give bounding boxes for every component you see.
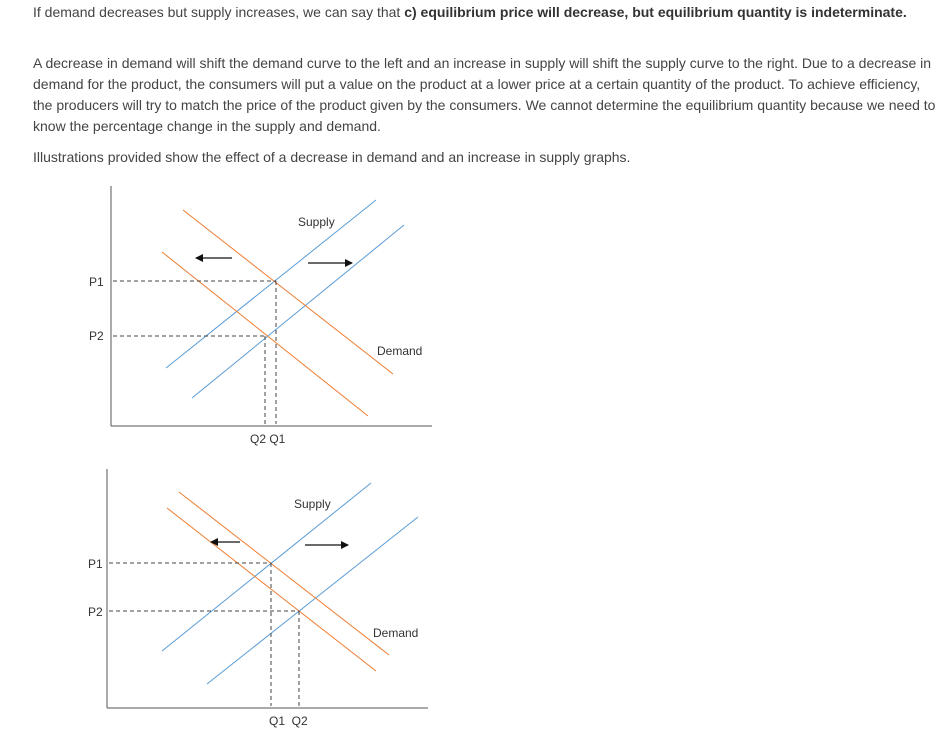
graph-1-supply-label: Supply	[298, 215, 335, 229]
graph-2-supply-original	[162, 483, 371, 651]
graph-1-demand-shifted	[162, 252, 368, 416]
graph-2-demand-shifted	[167, 508, 376, 671]
graph-2-p2-label: P2	[88, 605, 103, 619]
graph-1-demand-label: Demand	[377, 344, 423, 358]
graph-2	[88, 469, 428, 728]
graph-2-demand-original	[179, 492, 389, 655]
graph-2-demand-label: Demand	[373, 626, 419, 640]
graph-1-supply-shifted	[192, 225, 404, 398]
illustrations-note: Illustrations provided show the effect of a decrease in demand and an increase in supply graphs.	[33, 149, 631, 165]
intro-answer: c) equilibrium price will decrease, but equilibrium quantity is indeterminate.	[404, 4, 907, 20]
graph-1-supply-original	[166, 200, 376, 368]
intro-lead: If demand decreases but supply increases, we can say that	[33, 4, 405, 20]
graph-2-p1-label: P1	[88, 557, 103, 571]
graph-1-p1-label: P1	[89, 275, 104, 289]
explanation-paragraph: A decrease in demand will shift the demand curve to the left and an increase in supply will shift the supply curve to the right. Due to a decrease in demand for the product, the consumers will put a value on the product at a lower price at a certain quantity of the product. To achieve efficiency, the producers will try to match the price of the product given by the consumers. We cannot determine the equilibrium quantity because we need to know the percentage change in the supply and demand.	[33, 55, 936, 134]
graph-2-supply-label: Supply	[294, 497, 331, 511]
graph-1-p2-label: P2	[89, 329, 104, 343]
graph-2-quantity-labels: Q1 Q2	[269, 714, 308, 728]
graph-1-demand-original	[183, 210, 393, 374]
graph-1	[89, 186, 432, 446]
graph-1-quantity-labels: Q2 Q1	[250, 432, 286, 446]
